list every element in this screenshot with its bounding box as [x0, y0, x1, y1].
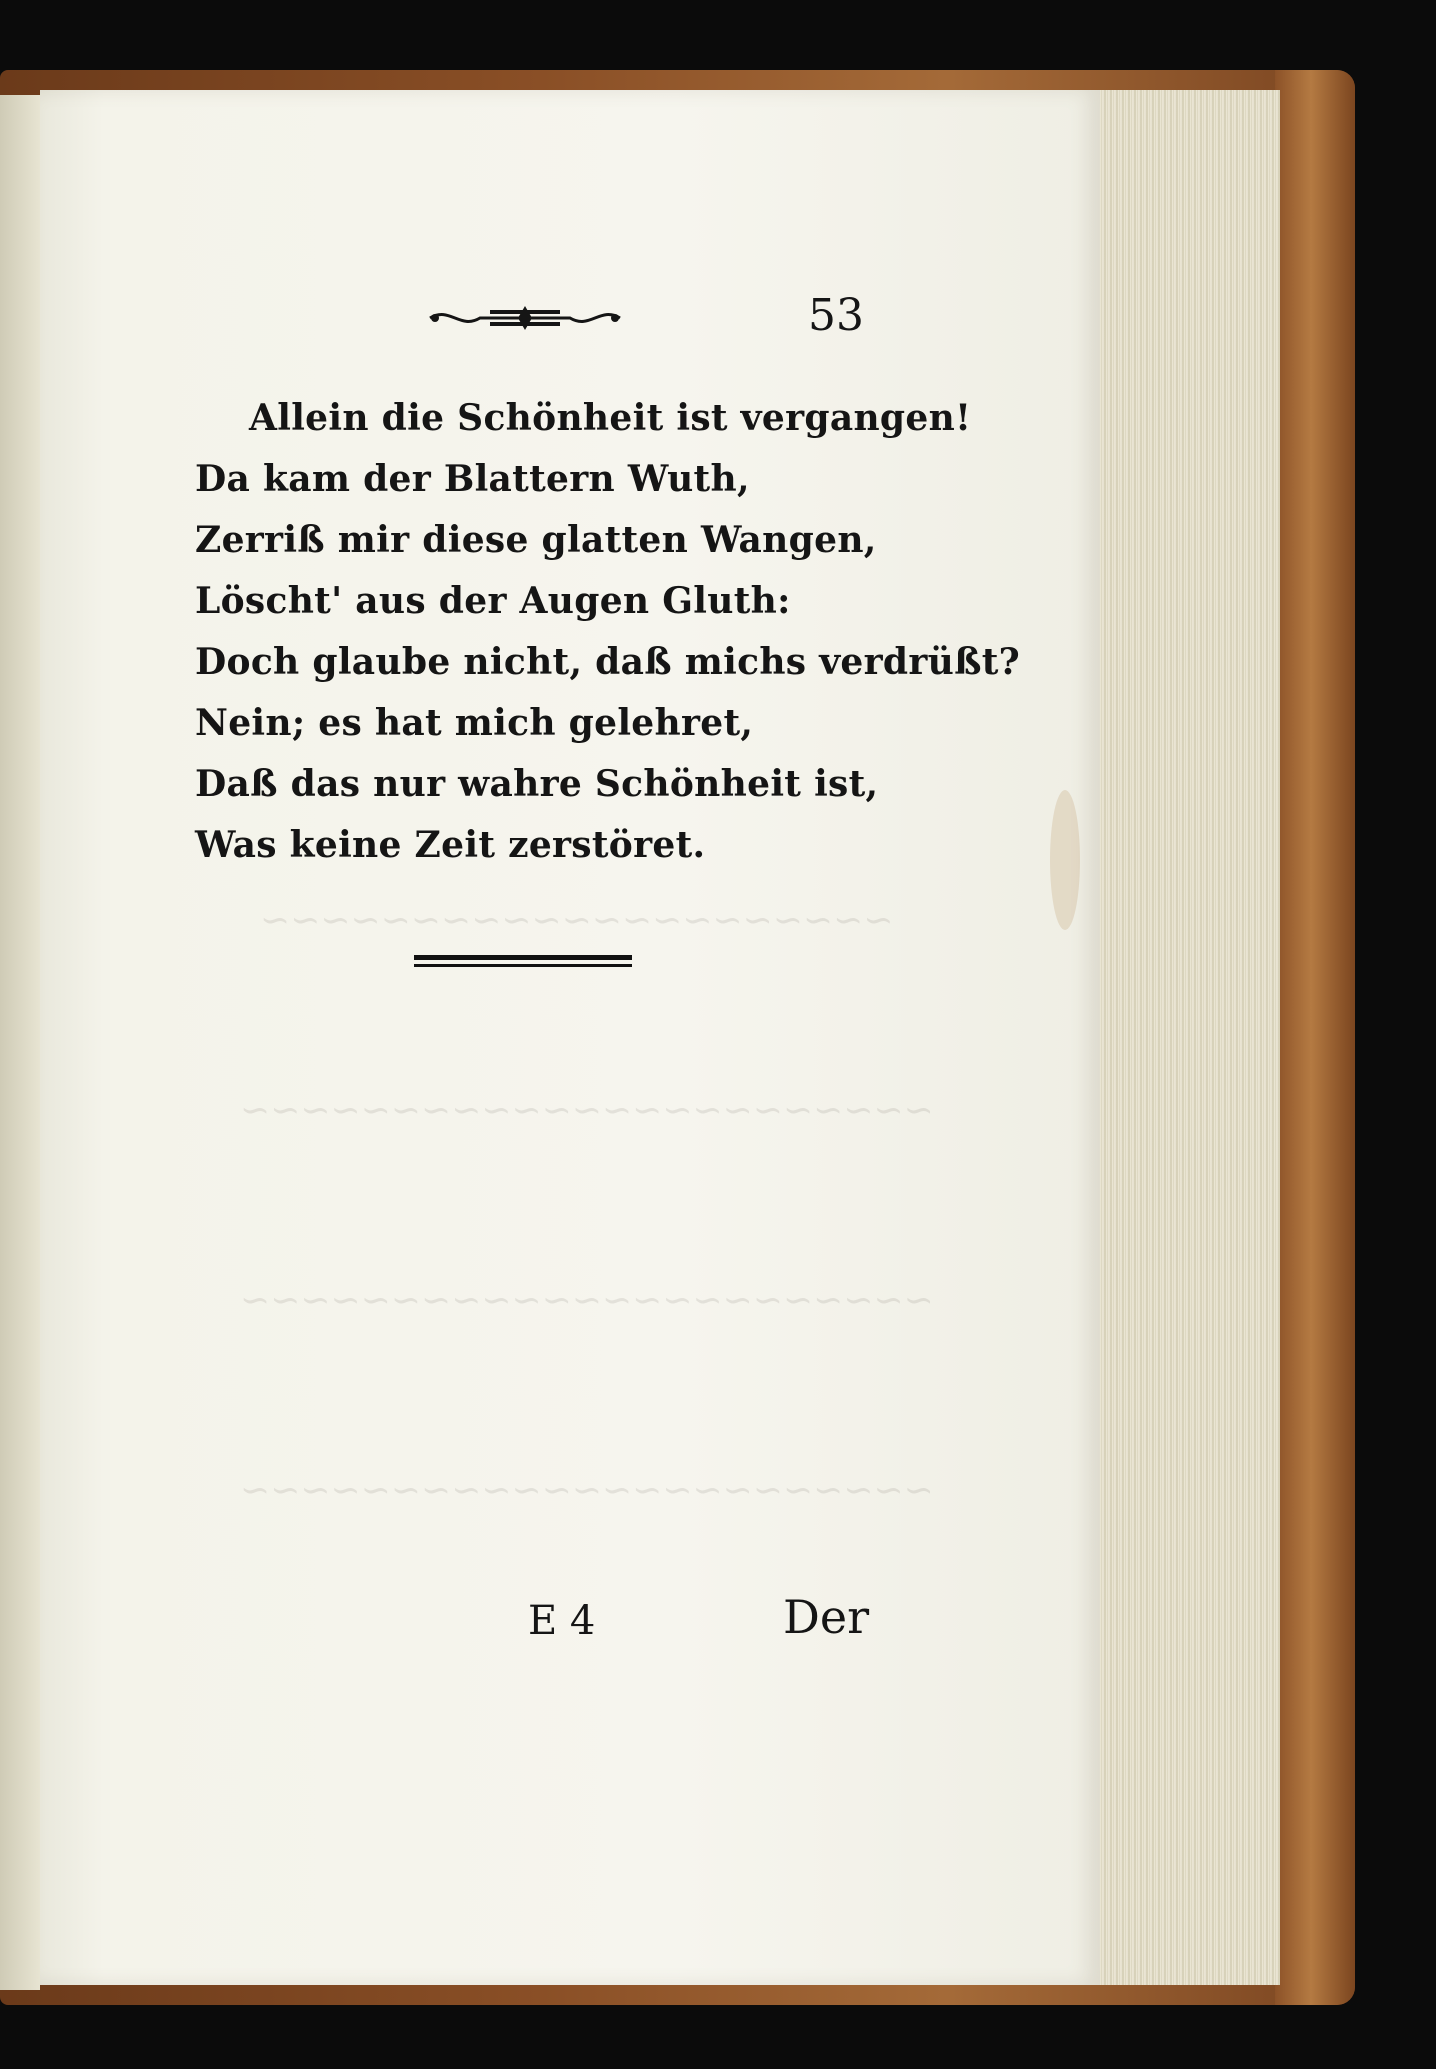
signature-mark: E 4 [528, 1598, 596, 1644]
poem-text [195, 388, 1021, 876]
poem-line: Allein die Schönheit ist vergangen! [249, 397, 972, 439]
catchword: Der [783, 1590, 870, 1644]
poem-line: Doch glaube nicht, daß michs verdrüßt? [195, 641, 1021, 683]
show-through-text: ~~~~~~~~~~~~~~~~~~~~~~~ [240, 1470, 934, 1511]
left-page-edge [0, 95, 40, 1990]
poem-line: Was keine Zeit zerstöret. [195, 824, 706, 866]
show-through-text: ~~~~~~~~~~~~~~~~~~~~~~~ [240, 1280, 934, 1321]
section-divider [414, 955, 632, 967]
poem-line: Da kam der Blattern Wuth, [195, 458, 750, 500]
book-page [40, 90, 1100, 1985]
poem-line: Löscht' aus der Augen Gluth: [195, 580, 791, 622]
poem-line: Nein; es hat mich gelehret, [195, 702, 754, 744]
show-through-text: ~~~~~~~~~~~~~~~~~~~~~ [260, 900, 894, 941]
header-ornament-icon [420, 298, 630, 338]
poem-line: Daß das nur wahre Schönheit ist, [195, 763, 879, 805]
show-through-text: ~~~~~~~~~~~~~~~~~~~~~~~ [240, 1090, 934, 1131]
page-block-edges [1095, 90, 1280, 1985]
book-spine [1275, 70, 1355, 2005]
page-number: 53 [808, 290, 864, 341]
poem-line: Zerriß mir diese glatten Wangen, [195, 519, 877, 561]
paper-stain [1050, 790, 1080, 930]
